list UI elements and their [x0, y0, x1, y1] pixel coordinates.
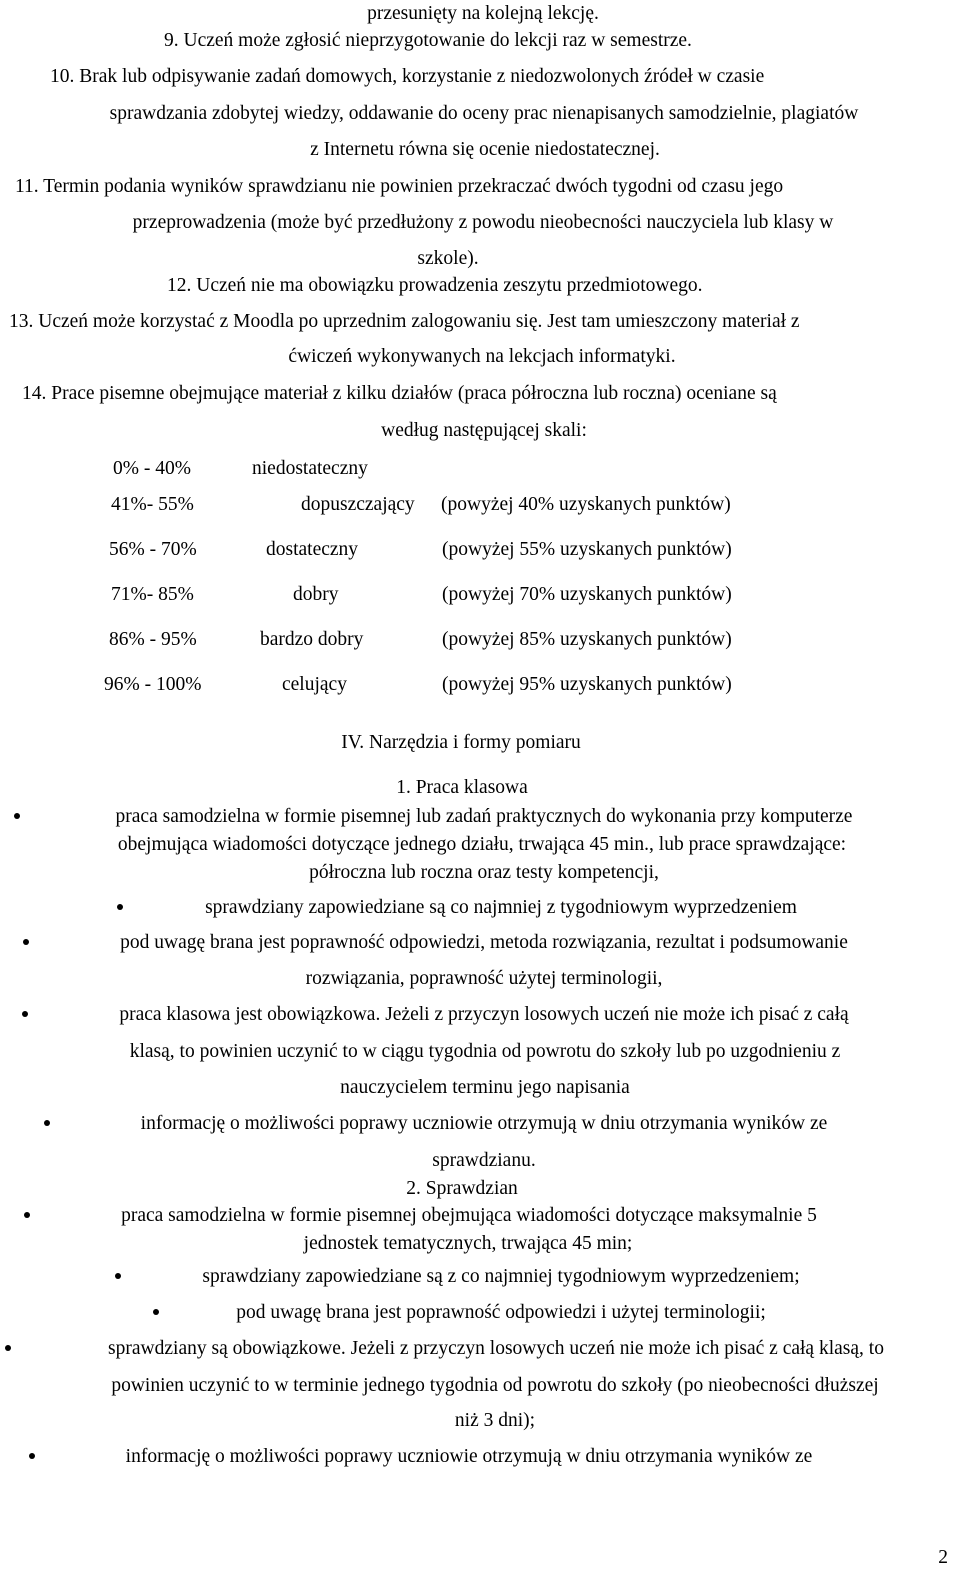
scale-note: (powyżej 70% uzyskanych punktów): [442, 584, 732, 605]
scale-note: (powyżej 95% uzyskanych punktów): [442, 674, 732, 695]
rule-10-line-3: z Internetu równa się ocenie niedostatecznej.: [310, 139, 660, 160]
praca-klasowa-item-5-line-1: informację o możliwości poprawy uczniowie otrzymują w dniu otrzymania wyników ze: [140, 1113, 828, 1134]
rule-11-line-2: przeprowadzenia (może być przedłużony z powodu nieobecności nauczyciela lub klasy w: [132, 212, 834, 233]
scale-grade: dobry: [293, 584, 339, 605]
scale-note: (powyżej 40% uzyskanych punktów): [441, 494, 731, 515]
praca-klasowa-item-1-line-2: obejmująca wiadomości dotyczące jednego działu, trwająca 45 min., lub prace sprawdzające:: [117, 834, 847, 855]
rule-13-line-1: 13. Uczeń może korzystać z Moodla po uprzednim zalogowaniu się. Jest tam umieszczony materiał z: [9, 311, 800, 332]
scale-range: 86% - 95%: [109, 629, 197, 650]
page-number: 2: [938, 1547, 948, 1568]
bullet-icon: [29, 1453, 35, 1459]
sprawdzian-item-3: pod uwagę brana jest poprawność odpowiedzi i użytej terminologii;: [236, 1302, 766, 1323]
praca-klasowa-item-3-line-2: rozwiązania, poprawność użytej terminologii,: [305, 968, 663, 989]
section-heading: IV. Narzędzia i formy pomiaru: [341, 732, 581, 753]
scale-grade: dopuszczający: [301, 494, 415, 515]
scale-range: 96% - 100%: [104, 674, 202, 695]
scale-note: (powyżej 55% uzyskanych punktów): [442, 539, 732, 560]
scale-grade: bardzo dobry: [260, 629, 364, 650]
rule-8-tail: przesunięty na kolejną lekcję.: [367, 3, 599, 24]
bullet-icon: [14, 813, 20, 819]
rule-14-line-2: według następującej skali:: [381, 420, 587, 441]
bullet-icon: [22, 1011, 28, 1017]
praca-klasowa-item-4-line-3: nauczycielem terminu jego napisania: [340, 1077, 630, 1098]
scale-range: 41%- 55%: [111, 494, 194, 515]
rule-10-line-1: 10. Brak lub odpisywanie zadań domowych, korzystanie z niedozwolonych źródeł w czasie: [50, 66, 765, 87]
praca-klasowa-item-2: sprawdziany zapowiedziane są co najmniej z tygodniowym wyprzedzeniem: [205, 897, 797, 918]
rule-13-line-2: ćwiczeń wykonywanych na lekcjach informatyki.: [288, 346, 676, 367]
subsection-title-praca-klasowa: 1. Praca klasowa: [396, 777, 528, 798]
bullet-icon: [24, 1212, 30, 1218]
rule-11-line-3: szkole).: [417, 248, 479, 269]
sprawdzian-item-2: sprawdziany zapowiedziane są z co najmniej tygodniowym wyprzedzeniem;: [202, 1266, 800, 1287]
scale-range: 56% - 70%: [109, 539, 197, 560]
rule-10-line-2: sprawdzania zdobytej wiedzy, oddawanie do oceny prac nienapisanych samodzielnie, plagiatów: [109, 103, 859, 124]
scale-range: 71%- 85%: [111, 584, 194, 605]
praca-klasowa-item-1-line-3: półroczna lub roczna oraz testy kompetencji,: [309, 862, 659, 883]
bullet-icon: [153, 1309, 159, 1315]
sprawdzian-item-5-line-1: informację o możliwości poprawy uczniowie otrzymują w dniu otrzymania wyników ze: [125, 1446, 813, 1467]
praca-klasowa-item-4-line-1: praca klasowa jest obowiązkowa. Jeżeli z przyczyn losowych uczeń nie może ich pisać z całą: [119, 1004, 849, 1025]
scale-grade: celujący: [282, 674, 347, 695]
bullet-icon: [117, 904, 123, 910]
sprawdzian-item-4-line-3: niż 3 dni);: [454, 1410, 536, 1431]
rule-9: 9. Uczeń może zgłosić nieprzygotowanie do lekcji raz w semestrze.: [164, 30, 692, 51]
rule-11-line-1: 11. Termin podania wyników sprawdzianu nie powinien przekraczać dwóch tygodni od czasu jego: [15, 176, 784, 197]
scale-range: 0% - 40%: [113, 458, 191, 479]
bullet-icon: [44, 1120, 50, 1126]
bullet-icon: [5, 1345, 11, 1351]
praca-klasowa-item-4-line-2: klasą, to powinien uczynić to w ciągu tygodnia od powrotu do szkoły lub po uzgodnieniu z: [129, 1041, 841, 1062]
sprawdzian-item-4-line-2: powinien uczynić to w terminie jednego tygodnia od powrotu do szkoły (po nieobecności dłuższej: [111, 1375, 879, 1396]
scale-grade: dostateczny: [266, 539, 359, 560]
sprawdzian-item-1-line-1: praca samodzielna w formie pisemnej obejmująca wiadomości dotyczące maksymalnie 5: [121, 1205, 817, 1226]
praca-klasowa-item-3-line-1: pod uwagę brana jest poprawność odpowiedzi, metoda rozwiązania, rezultat i podsumowanie: [120, 932, 848, 953]
rule-14-line-1: 14. Prace pisemne obejmujące materiał z kilku działów (praca półroczna lub roczna) oceniane są: [22, 383, 777, 404]
rule-12: 12. Uczeń nie ma obowiązku prowadzenia zeszytu przedmiotowego.: [167, 275, 703, 296]
sprawdzian-item-4-line-1: sprawdziany są obowiązkowe. Jeżeli z przyczyn losowych uczeń nie może ich pisać z całą klasą, to: [108, 1338, 884, 1359]
praca-klasowa-item-1-line-1: praca samodzielna w formie pisemnej lub zadań praktycznych do wykonania przy komputerze: [115, 806, 853, 827]
sprawdzian-item-1-line-2: jednostek tematycznych, trwająca 45 min;: [303, 1233, 633, 1254]
bullet-icon: [23, 939, 29, 945]
praca-klasowa-item-5-line-2: sprawdzianu.: [432, 1150, 536, 1171]
scale-grade: niedostateczny: [252, 458, 368, 479]
scale-note: (powyżej 85% uzyskanych punktów): [442, 629, 732, 650]
bullet-icon: [115, 1273, 121, 1279]
subsection-title-sprawdzian: 2. Sprawdzian: [406, 1178, 518, 1199]
